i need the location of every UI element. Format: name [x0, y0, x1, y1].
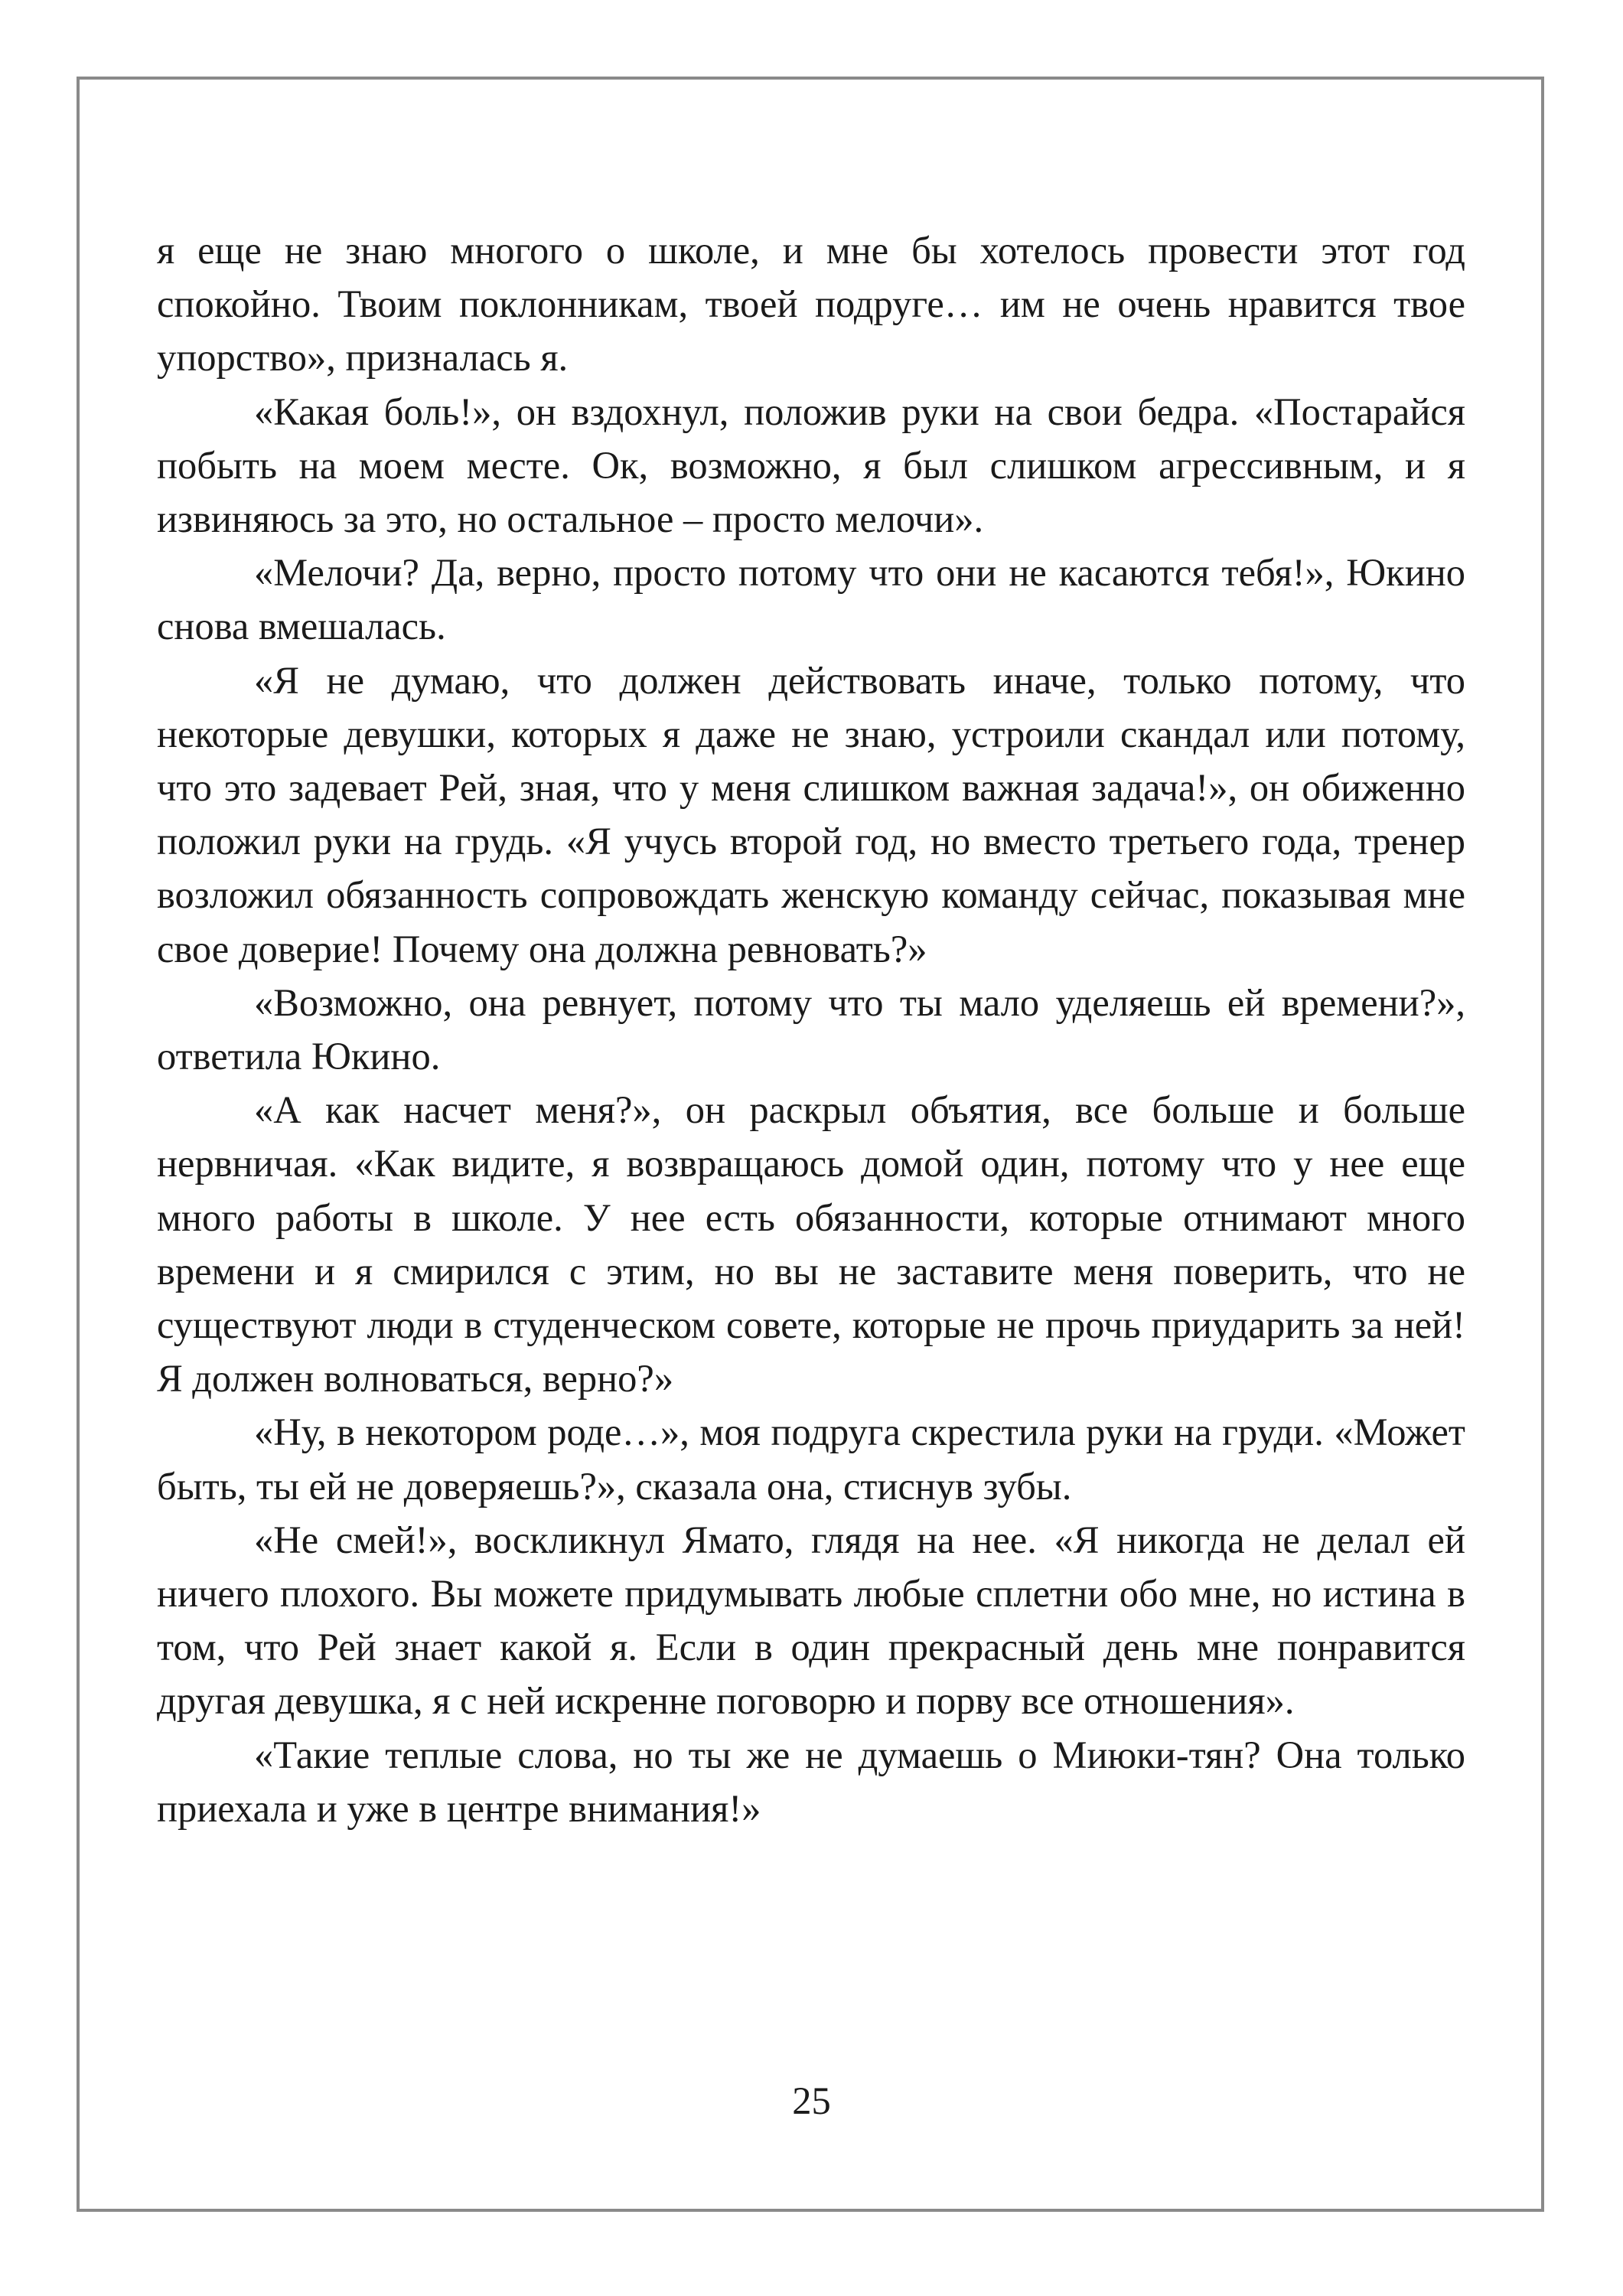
page-number: 25: [792, 2079, 831, 2122]
paragraph: «Какая боль!», он вздохнул, положив руки на свои бедра. «Постарайся побыть на моем месте. Ок, возможно, я был слишком агрессивным, и я извиняюсь за это, но остальное – просто мелочи».: [157, 390, 1465, 541]
paragraph: «Ну, в некотором роде…», моя подруга скрестила руки на груди. «Может быть, ты ей не доверяешь?», сказала она, стиснув зубы.: [157, 1411, 1465, 1508]
paragraph: «А как насчет меня?», он раскрыл объятия, все больше и больше нервничая. «Как видите, я возвращаюсь домой один, потому что у нее еще много работы в школе. У нее есть обязанности, которые отнимают много времени и я смирился с этим, но вы не заставите меня поверить, что не существуют люди в студенческом совете, которые не прочь приударить за ней! Я должен волноваться, верно?»: [157, 1088, 1465, 1401]
paragraph: я еще не знаю многого о школе, и мне бы хотелось провести этот год спокойно. Твоим поклонникам, твоей подруге… им не очень нравится твое упорство», призналась я.: [157, 229, 1465, 380]
paragraph: «Не смей!», воскликнул Ямато, глядя на нее. «Я никогда не делал ей ничего плохого. Вы можете придумывать любые сплетни обо мне, но истина в том, что Рей знает какой я. Если в один прекрасный день мне понравится другая девушка, я с ней искренне поговорю и порву все отношения».: [157, 1518, 1465, 1723]
paragraph: «Мелочи? Да, верно, просто потому что они не касаются тебя!», Юкино снова вмешалась.: [157, 551, 1465, 648]
paragraph: «Такие теплые слова, но ты же не думаешь о Миюки-тян? Она только приехала и уже в центре внимания!»: [157, 1733, 1465, 1830]
paragraph: «Я не думаю, что должен действовать иначе, только потому, что некоторые девушки, которых я даже не знаю, устроили скандал или потому, что это задевает Рей, зная, что у меня слишком важная задача!», он обиженно положил руки на грудь. «Я учусь второй год, но вместо третьего года, тренер возложил обязанность сопровождать женскую команду сейчас, показывая мне свое доверие! Почему она должна ревновать?»: [157, 658, 1465, 970]
paragraph: «Возможно, она ревнует, потому что ты мало уделяешь ей времени?», ответила Юкино.: [157, 980, 1465, 1078]
body-text: [157, 223, 1465, 1835]
